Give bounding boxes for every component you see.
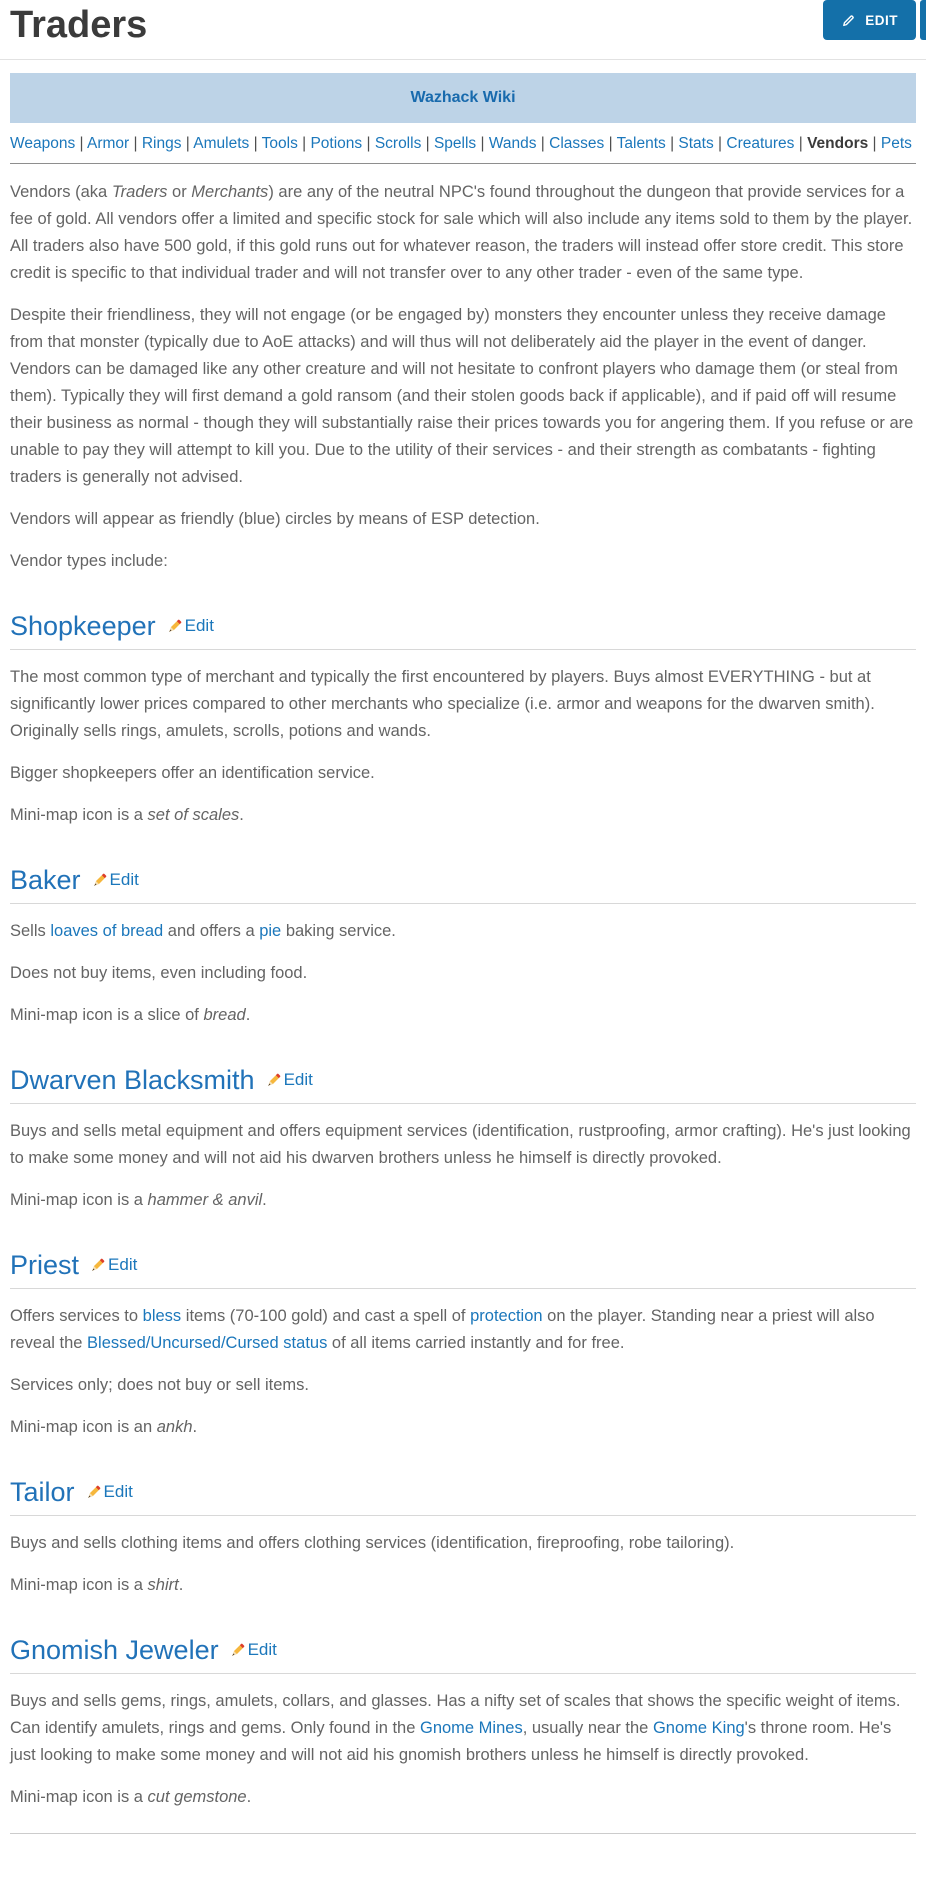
section-shopkeeper-paragraph-2 xyxy=(10,760,916,787)
section-gnomish-jeweler-paragraph-1 xyxy=(10,1688,916,1769)
text-run: Mini-map icon is a slice of xyxy=(10,1006,204,1024)
pencil-outline-icon xyxy=(841,13,856,28)
text-run: of all items carried instantly and for free. xyxy=(327,1334,625,1352)
inline-link-gnome-king[interactable]: Gnome King xyxy=(652,1719,745,1737)
section-divider xyxy=(10,1103,916,1104)
italic-text: Traders xyxy=(111,183,168,201)
text-run: Services only; does not buy or sell items. xyxy=(10,1376,309,1394)
text-run: ) are any of the neutral NPC's found throughout the dungeon that provide services for a fee of gold. All vendors offer a limited and specific stock for sale which will also include any items sold to them by the player. All traders also have 500 gold, if this gold runs out for whatever reason, the traders will instead offer store credit. This store credit is specific to that individual trader and will not transfer over to any other trader - even of the same type. xyxy=(10,183,913,282)
section-priest-paragraph-3 xyxy=(10,1414,916,1441)
header-actions xyxy=(823,0,916,40)
inline-link-bless[interactable]: bless xyxy=(142,1307,182,1325)
nav-link-talents[interactable]: Talents xyxy=(616,135,666,152)
section-heading xyxy=(10,609,916,643)
nav-link-potions[interactable]: Potions xyxy=(310,135,363,152)
partial-button-edge[interactable] xyxy=(920,0,926,40)
nav-link-tools[interactable]: Tools xyxy=(261,135,298,152)
nav-separator: | xyxy=(75,135,87,152)
section-edit-label: Edit xyxy=(103,1482,133,1501)
nav-link-armor[interactable]: Armor xyxy=(87,135,130,152)
section-baker-paragraph-1 xyxy=(10,918,916,945)
wiki-banner-title: Wazhack Wiki xyxy=(410,89,516,106)
section-shopkeeper-paragraph-1 xyxy=(10,664,916,745)
text-run: Vendor types include: xyxy=(10,552,168,570)
text-run: or xyxy=(167,183,192,201)
section-priest-paragraph-1 xyxy=(10,1303,916,1357)
nav-separator: | xyxy=(362,135,375,152)
section-heading xyxy=(10,863,916,897)
intro-paragraph-2 xyxy=(10,302,916,491)
text-run: Mini-map icon is an xyxy=(10,1418,157,1436)
text-run: Mini-map icon is a xyxy=(10,1576,148,1594)
nav-separator: | xyxy=(536,135,550,152)
italic-text: shirt xyxy=(147,1576,179,1594)
section-gnomish-jeweler-paragraph-2 xyxy=(10,1784,916,1811)
section-baker xyxy=(10,863,916,1029)
text-run: 's throne room. He's just looking to make some money and will not aid his gnomish brothers unless he himself is directly provoked. xyxy=(10,1719,892,1764)
section-dwarven-blacksmith-paragraph-1 xyxy=(10,1118,916,1172)
section-tailor-paragraph-2 xyxy=(10,1572,916,1599)
text-run: items (70-100 gold) and cast a spell of xyxy=(181,1307,471,1325)
text-run: . xyxy=(246,1788,252,1806)
text-run: Mini-map icon is a xyxy=(10,1788,148,1806)
nav-separator: | xyxy=(421,135,434,152)
text-run: Buys and sells metal equipment and offers equipment services (identification, rustproofing, armor crafting). He's just looking to make some money and will not aid his dwarven brothers unless he himself is directly provoked. xyxy=(10,1122,911,1167)
italic-text: set of scales xyxy=(147,806,240,824)
intro-paragraph-1 xyxy=(10,179,916,287)
pencil-icon xyxy=(85,1484,102,1501)
intro-paragraph-3 xyxy=(10,506,916,533)
pencil-icon xyxy=(229,1642,246,1659)
inline-link-protection[interactable]: protection xyxy=(470,1307,543,1325)
nav-separator: | xyxy=(713,135,727,152)
nav-separator: | xyxy=(181,135,194,152)
section-tailor-paragraph-1 xyxy=(10,1530,916,1557)
section-edit-label: Edit xyxy=(184,616,214,635)
nav-separator: | xyxy=(665,135,679,152)
section-edit-label: Edit xyxy=(283,1070,313,1089)
section-priest-paragraph-2 xyxy=(10,1372,916,1399)
section-edit-link-gnomish-jeweler[interactable] xyxy=(229,1633,277,1667)
section-priest xyxy=(10,1248,916,1441)
pencil-icon xyxy=(265,1072,282,1089)
section-divider xyxy=(10,1288,916,1289)
nav-link-amulets[interactable]: Amulets xyxy=(193,135,250,152)
pencil-icon xyxy=(166,618,183,635)
nav-separator: | xyxy=(129,135,142,152)
text-run: . xyxy=(192,1418,198,1436)
section-baker-paragraph-2 xyxy=(10,960,916,987)
text-run: Bigger shopkeepers offer an identification service. xyxy=(10,764,375,782)
section-edit-link-priest[interactable] xyxy=(89,1248,137,1282)
nav-separator: | xyxy=(604,135,617,152)
section-baker-paragraph-3 xyxy=(10,1002,916,1029)
section-edit-link-tailor[interactable] xyxy=(85,1475,133,1509)
text-run: . xyxy=(178,1576,184,1594)
nav-link-creatures[interactable]: Creatures xyxy=(726,135,795,152)
edit-page-button-label: EDIT xyxy=(865,12,898,28)
nav-link-scrolls[interactable]: Scrolls xyxy=(374,135,422,152)
text-run: Buys and sells clothing items and offers clothing services (identification, fireproofing, robe tailoring). xyxy=(10,1534,735,1552)
text-run: and offers a xyxy=(163,922,260,940)
section-heading-text-shopkeeper: Shopkeeper xyxy=(10,611,156,641)
section-heading-text-priest: Priest xyxy=(10,1250,80,1280)
nav-link-vendors: Vendors xyxy=(807,135,869,152)
section-heading xyxy=(10,1248,916,1282)
section-shopkeeper xyxy=(10,609,916,829)
italic-text: Merchants xyxy=(191,183,269,201)
bottom-divider xyxy=(10,1833,916,1834)
section-gnomish-jeweler xyxy=(10,1633,916,1811)
nav-link-spells[interactable]: Spells xyxy=(433,135,477,152)
section-dwarven-blacksmith xyxy=(10,1063,916,1214)
article-content xyxy=(10,179,916,1834)
wiki-nav xyxy=(10,133,916,154)
section-divider xyxy=(10,1673,916,1674)
section-heading xyxy=(10,1063,916,1097)
text-run: Mini-map icon is a xyxy=(10,1191,148,1209)
pencil-icon xyxy=(91,872,108,889)
text-run: baking service. xyxy=(281,922,396,940)
section-edit-label: Edit xyxy=(108,1255,138,1274)
vendor-sections xyxy=(10,609,916,1811)
section-edit-link-baker[interactable] xyxy=(91,863,139,897)
nav-link-weapons[interactable]: Weapons xyxy=(10,135,76,152)
italic-text: cut gemstone xyxy=(147,1788,247,1806)
nav-separator: | xyxy=(868,135,881,152)
section-edit-label: Edit xyxy=(109,870,139,889)
section-heading-text-baker: Baker xyxy=(10,865,81,895)
inline-link-blessed-uncursed-cursed-status[interactable]: Blessed/Uncursed/Cursed status xyxy=(87,1334,328,1352)
inline-link-gnome-mines[interactable]: Gnome Mines xyxy=(419,1719,523,1737)
section-edit-link-shopkeeper[interactable] xyxy=(166,609,214,643)
nav-link-classes[interactable]: Classes xyxy=(549,135,605,152)
nav-link-pets[interactable]: Pets xyxy=(880,135,912,152)
nav-separator: | xyxy=(249,135,262,152)
page-header xyxy=(10,0,916,48)
wiki-banner xyxy=(10,73,916,123)
nav-divider xyxy=(10,163,916,164)
italic-text: hammer & anvil xyxy=(147,1191,263,1209)
section-edit-label: Edit xyxy=(247,1640,277,1659)
text-run: . xyxy=(245,1006,251,1024)
nav-link-wands[interactable]: Wands xyxy=(488,135,537,152)
section-divider xyxy=(10,649,916,650)
edit-page-button[interactable] xyxy=(823,0,916,40)
italic-text: ankh xyxy=(156,1418,193,1436)
section-divider xyxy=(10,903,916,904)
section-divider xyxy=(10,1515,916,1516)
nav-separator: | xyxy=(297,135,311,152)
inline-link-loaves-of-bread[interactable]: loaves of bread xyxy=(50,922,164,940)
text-run: on the player. Standing near a priest will also reveal the xyxy=(10,1307,875,1352)
text-run: Offers services to xyxy=(10,1307,143,1325)
section-edit-link-dwarven-blacksmith[interactable] xyxy=(265,1063,313,1097)
text-run: Sells xyxy=(10,922,51,940)
text-run: Does not buy items, even including food. xyxy=(10,964,308,982)
page-title: Traders xyxy=(10,4,148,46)
pencil-icon xyxy=(89,1257,106,1274)
text-run: . xyxy=(262,1191,267,1209)
section-heading-text-dwarven-blacksmith: Dwarven Blacksmith xyxy=(10,1065,255,1095)
text-run: , usually near the xyxy=(522,1719,653,1737)
header-divider xyxy=(0,59,926,60)
text-run: Buys and sells gems, rings, amulets, collars, and glasses. Has a nifty set of scales that shows the specific weight of items. Can identify amulets, rings and gems. Only found in the xyxy=(10,1692,901,1737)
section-heading xyxy=(10,1633,916,1667)
text-run: Mini-map icon is a xyxy=(10,806,148,824)
text-run: Vendors (aka xyxy=(10,183,112,201)
section-heading xyxy=(10,1475,916,1509)
text-run: Vendors will appear as friendly (blue) circles by means of ESP detection. xyxy=(10,510,540,528)
article-intro xyxy=(10,179,916,575)
intro-paragraph-4 xyxy=(10,548,916,575)
text-run: . xyxy=(239,806,244,824)
nav-separator: | xyxy=(476,135,489,152)
text-run: The most common type of merchant and typically the first encountered by players. Buys almost EVERYTHING - but at significantly lower prices compared to other merchants who specialize (i.e. armor and weapons for the dwarven smith). Originally sells rings, amulets, scrolls, potions and wands. xyxy=(10,668,875,740)
inline-link-pie[interactable]: pie xyxy=(259,922,282,940)
text-run: Despite their friendliness, they will not engage (or be engaged by) monsters they encounter unless they receive damage from that monster (typically due to AoE attacks) and will thus will not deliberately aid the player in the event of danger. Vendors can be damaged like any other creature and will not hesitate to confront players who damage them (or steal from them). Typically they will first demand a gold ransom (and their stolen goods back if applicable), and if paid off will resume their business as normal - though they will substantially raise their prices towards you for angering them. If you refuse or are unable to pay they will attempt to kill you. Due to the utility of their services - and their strength as combatants - fighting traders is generally not advised. xyxy=(10,306,914,486)
section-tailor xyxy=(10,1475,916,1599)
nav-separator: | xyxy=(794,135,808,152)
section-heading-text-gnomish-jeweler: Gnomish Jeweler xyxy=(10,1635,219,1665)
nav-link-rings[interactable]: Rings xyxy=(141,135,182,152)
section-shopkeeper-paragraph-3 xyxy=(10,802,916,829)
section-dwarven-blacksmith-paragraph-2 xyxy=(10,1187,916,1214)
section-heading-text-tailor: Tailor xyxy=(10,1477,75,1507)
italic-text: bread xyxy=(203,1006,246,1024)
nav-link-stats[interactable]: Stats xyxy=(678,135,714,152)
